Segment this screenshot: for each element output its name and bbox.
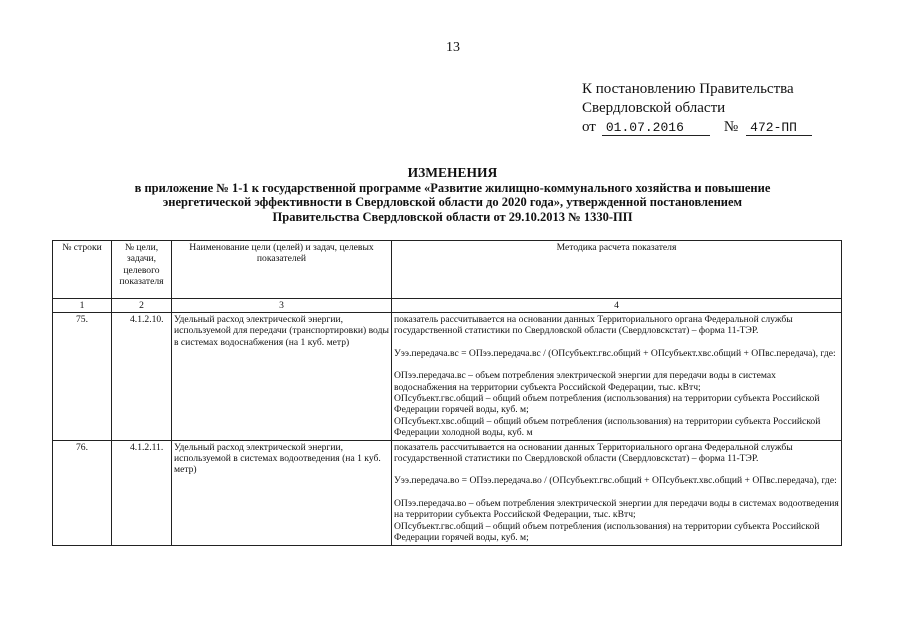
method-cell [392,313,842,441]
decree-date: 01.07.2016 [602,121,710,136]
method-paragraph: ОПээ.передача.во – объем потребления электрической энергии для передачи воды в системах водоотведения на территории субъекта Российской Федерации, тыс. кВтч; [394,497,839,521]
approval-header [582,80,882,137]
table-row [53,440,842,545]
method-paragraph: ОПсубъект.гвс.общий – общий объем потребления (использования) на территории субъекта Российской Федерации горячей воды, куб. м; [394,520,820,544]
number-prefix: № [723,119,739,135]
col-number: 4 [392,299,842,313]
table-row [53,313,842,441]
decree-number: 472-ПП [746,121,812,136]
goal-code: 4.1.2.11. [112,440,172,545]
col-number: 2 [112,299,172,313]
title-main: ИЗМЕНЕНИЯ [407,165,498,180]
changes-table [52,240,842,546]
title-line-3: Правительства Свердловской области от 29.10.2013 № 1330-ПП [272,209,633,224]
method-paragraph: показатель рассчитывается на основании данных Территориального органа Федеральной службы государственной статистики по Свердловской области (Свердловскстат) – форма 11-ТЭР. [394,314,793,337]
method-paragraph: показатель рассчитывается на основании данных Территориального органа Федеральной службы государственной статистики по Свердловской области (Свердловскстат) – форма 11-ТЭР. [394,441,793,465]
header-method: Методика расчета показателя [392,241,842,299]
col-number: 1 [53,299,112,313]
method-paragraph: ОПсубъект.гвс.общий – общий объем потребления (использования) на территории субъекта Российской Федерации горячей воды, куб. м; [394,393,820,416]
row-number: 75. [53,313,112,441]
column-number-row [53,299,842,313]
header-goal-name: Наименование цели (целей) и задач, целевых показателей [172,241,392,299]
method-formula: Уээ.передача.вс = ОПээ.передача.вс / (ОПсубъект.гвс.общий + ОПсубъект.хвс.общий + ОПвс.передача), где: [394,347,836,359]
approval-line-2: Свердловской области [582,100,726,116]
header-goal-number: № цели, задачи, целевого показателя [112,241,172,299]
document-title [90,166,815,224]
approval-line-1: К постановлению Правительства [582,81,794,97]
title-line-1: в приложение № 1-1 к государственной программе «Развитие жилищно-коммунального хозяйства и повышение [134,181,771,196]
table-header-row [53,241,842,299]
goal-name: Удельный расход электрической энергии, используемой для передачи (транспортировки) воды в системах водоснабжения (на 1 куб. метр) [172,313,392,441]
method-cell [392,440,842,545]
goal-name: Удельный расход электрической энергии, используемой в системах водоотведения (на 1 куб. метр) [172,440,392,545]
page-number: 13 [446,40,460,55]
method-paragraph: ОПсубъект.хвс.общий – общий объем потребления (использования) на территории субъекта Российской Федерации холодной воды, куб. м [394,415,821,439]
header-row-number: № строки [53,241,112,299]
method-paragraph: ОПээ.передача.вс – объем потребления электрической энергии для передачи воды в системах водоснабжения на территории субъекта Российской Федерации, тыс. кВтч; [394,370,776,393]
row-number: 76. [53,440,112,545]
title-line-2: энергетической эффективности в Свердловской области до 2020 года», утвержденной постановлением [162,195,743,210]
goal-code: 4.1.2.10. [112,313,172,441]
col-number: 3 [172,299,392,313]
method-formula: Уээ.передача.во = ОПээ.передача.во / (ОПсубъект.гвс.общий + ОПсубъект.хвс.общий + ОПвс.передача), где: [394,475,837,487]
approval-date-line [582,118,882,137]
date-prefix: от [582,119,596,135]
